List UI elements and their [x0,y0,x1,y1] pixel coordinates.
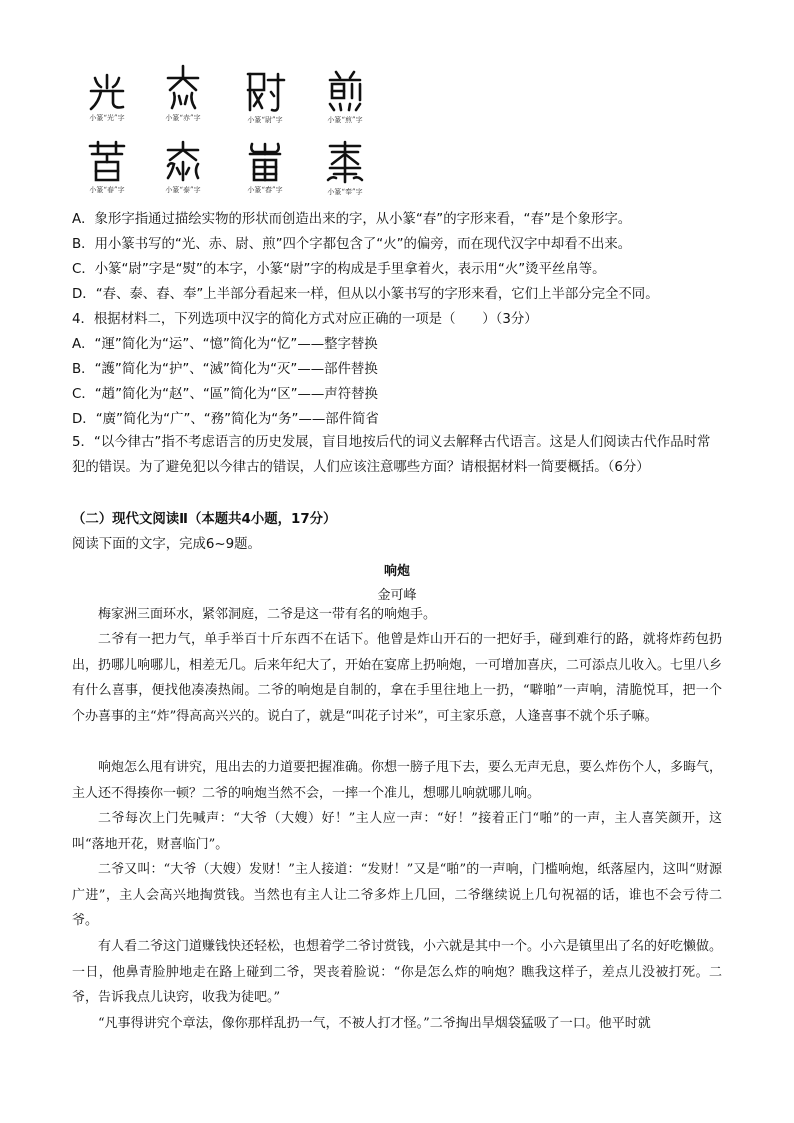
q3-option-b: B．用小篆书写的“光、赤、尉、煎”四个字都包含了“火”的偏旁，而在现代汉字中却看不出来。 [72,237,632,252]
q4-option-d: D．“廣”简化为“广”、“務”简化为“务”——部件简省 [72,412,379,427]
section-heading: （二）现代文阅读Ⅱ（本题共4小题，17分） [72,512,337,527]
seal-tai-figure [148,140,218,195]
q3-option-d: D．“春、泰、舂、奉”上半部分看起来一样，但从以小篆书写的字形来看，它们上半部分完全不同。 [72,287,659,302]
seal-caption: 小篆“赤”字 [165,114,201,122]
section-instruction: 阅读下面的文字，完成6~9题。 [72,537,261,552]
story-title: 响炮 [383,564,410,579]
seal-feng-figure [310,140,380,197]
story-author: 金可峰 [377,588,417,603]
q4-option-b: B．“護”简化为“护”、“滅”简化为“灭”——部件替换 [72,362,378,377]
q4-stem: 4．根据材料二，下列选项中汉字的简化方式对应正确的一项是（ ）（3分） [72,312,538,327]
seal-chun-figure [72,140,142,195]
seal-chi-figure [148,64,218,123]
seal-chong-glyph [242,140,288,184]
seal-wei-glyph [242,70,288,114]
story-paragraph: 二爷有一把力气，单手举百十斤东西不在话下。他曾是炸山开石的一把好手，碰到难行的路，就将炸药包扔出，扔哪儿响哪儿，相差无几。后来年纪大了，开始在宴席上扔响炮，一可增加喜庆，二可添点儿收入。七里八乡有什么喜事，便找他凑凑热闹。二爷的响炮是自制的，拿在手里往地上一扔，“噼啪”一声响，清脆悦耳，把一个个办喜事的主“炸”得高高兴兴的。说白了，就是“叫花子讨米”，可主家乐意，人逢喜事不就个乐子嘛。 [72,632,723,724]
seal-jian-glyph [322,70,368,114]
story-paragraph: 响炮怎么甩有讲究，甩出去的力道要把握准确。你想一膀子甩下去，要么无声无息，要么炸伤个人，多晦气，主人还不得揍你一顿？二爷的响炮当然不会，一摔一个准儿，想哪儿响就哪儿响。 [72,760,723,801]
story-paragraph: 梅家洲三面环水，紧邻洞庭，二爷是这一带有名的响炮手。 [98,607,437,622]
seal-script-figure [72,60,372,200]
q4-option-a: A．“運”简化为“运”、“憶”简化为“忆”——整字替换 [72,337,378,352]
story-paragraph: 二爷又叫：“大爷（大嫂）发财！”主人接道：“发财！”又是“啪”的一声响，门槛响炮，纸落屋内，这叫“财源广进”，主人会高兴地掏赏钱。当然也有主人让二爷多炸上几回，二爷继续说上几句祝福的话，谁也不会亏待二爷。 [72,862,722,928]
seal-jian-figure [310,70,380,125]
seal-caption: 小篆“奉”字 [327,188,363,196]
seal-caption: 小篆“尉”字 [247,116,283,124]
q3-option-a: A．象形字指通过描绘实物的形状而创造出来的字，从小篆“春”的字形来看，“春”是个象形字。 [72,212,632,227]
seal-guang-glyph [85,72,129,112]
seal-caption: 小篆“光”字 [89,114,125,122]
seal-chun-glyph [84,140,130,184]
seal-chong-figure [230,140,300,195]
seal-caption: 小篆“春”字 [89,186,125,194]
seal-wei-figure [230,70,300,125]
q3-option-c: C．小篆“尉”字是“熨”的本字，小篆“尉”字的构成是手里拿着火，表示用“火”烫平丝帛等。 [72,262,606,277]
story-paragraph: “凡事得讲究个章法，像你那样乱扔一气，不被人打才怪。”二爷掏出旱烟袋猛吸了一口。他平时就 [98,1016,651,1031]
seal-tai-glyph [160,140,206,184]
story-paragraph: 二爷每次上门先喊声：“大爷（大嫂）好！”主人应一声：“好！”接着正门“啪”的一声，主人喜笑颜开，这叫“落地开花，财喜临门”。 [72,811,722,852]
q4-option-c: C．“趙”简化为“赵”、“區”简化为“区”——声符替换 [72,387,378,402]
seal-caption: 小篆“泰”字 [165,186,201,194]
seal-caption: 小篆“煎”字 [327,116,363,124]
seal-caption: 小篆“舂”字 [247,186,283,194]
story-paragraph: 有人看二爷这门道赚钱快还轻松，也想着学二爷讨赏钱，小六就是其中一个。小六是镇里出了名的好吃懒做。一日，他鼻青脸肿地走在路上碰到二爷，哭丧着脸说：“你是怎么炸的响炮？瞧我这样子，差点儿没被打死。二爷，告诉我点儿诀窍，收我为徒吧。” [72,939,723,1005]
q5-question: 5．“以今律古”指不考虑语言的历史发展，盲目地按后代的词义去解释古代语言。这是人们阅读古代作品时常犯的错误。为了避免犯以今律古的错误，人们应该注意哪些方面？请根据材料一简要概括。（6分） [72,435,711,475]
seal-guang-figure [72,72,142,123]
seal-feng-glyph [322,140,368,186]
seal-chi-glyph [160,64,206,112]
